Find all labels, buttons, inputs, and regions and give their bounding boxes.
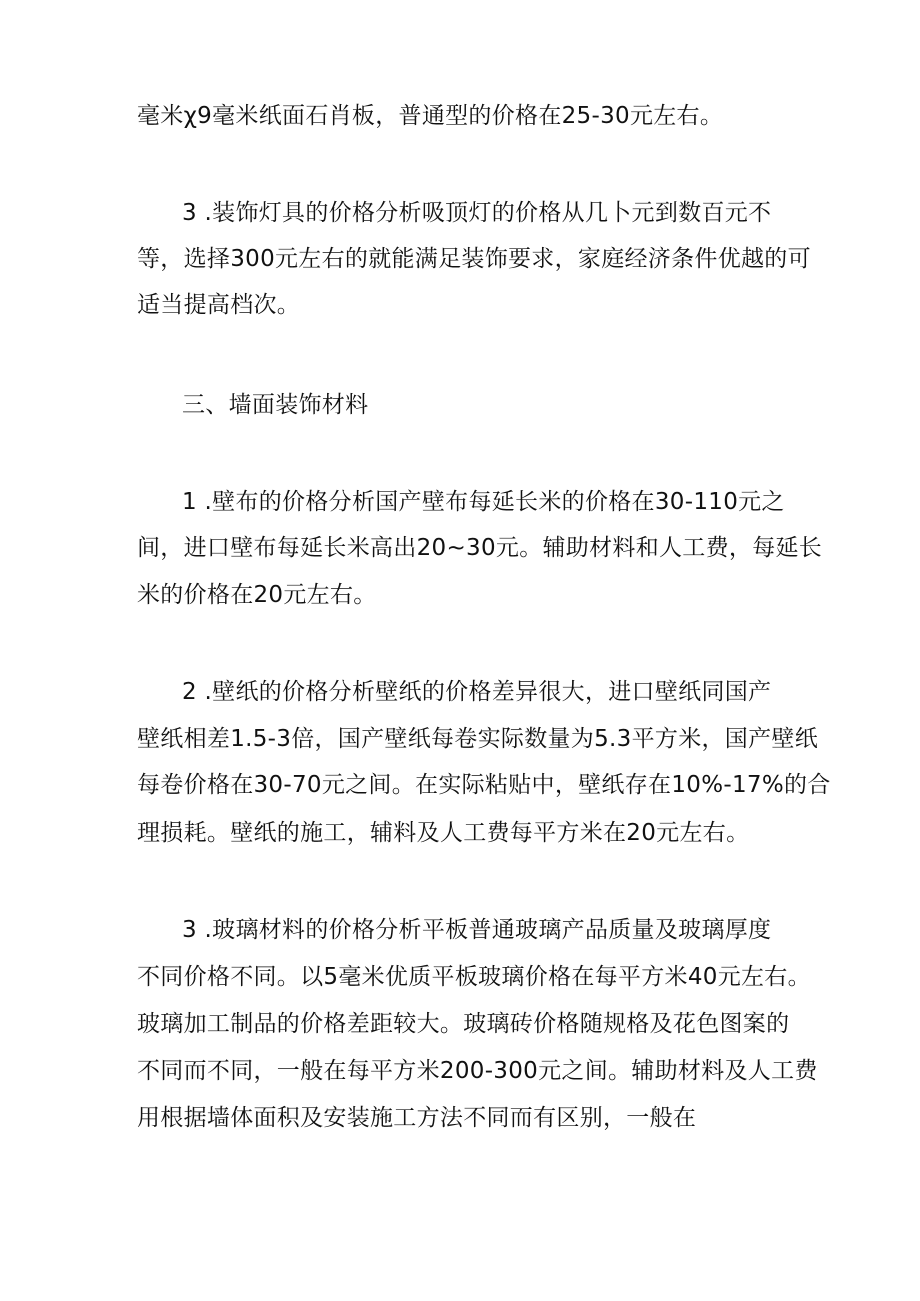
paragraph-2-line-2: 等，选择300元左右的就能满足装饰要求，家庭经济条件优越的可 — [137, 246, 811, 272]
paragraph-5-line-1: 3 .玻璃材料的价格分析平板普通玻璃产品质量及玻璃厚度 — [182, 917, 772, 943]
paragraph-3-line-1: 1 .壁布的价格分析国产壁布每延长米的价格在30-110元之 — [182, 489, 785, 515]
paragraph-5-line-4: 不同而不同，一般在每平方米200-300元之间。辅助材料及人工费 — [137, 1058, 818, 1084]
paragraph-3-line-3: 米的价格在20元左右。 — [137, 582, 377, 608]
paragraph-5-line-3: 玻璃加工制品的价格差距较大。玻璃砖价格随规格及花色图案的 — [137, 1011, 790, 1037]
paragraph-1-line-1: 毫米χ9毫米纸面石肖板，普通型的价格在25-30元左右。 — [137, 103, 724, 129]
paragraph-4-line-4: 理损耗。壁纸的施工，辅料及人工费每平方米在20元左右。 — [137, 820, 750, 846]
paragraph-3-line-2: 间，进口壁布每延长米高出20~30元。辅助材料和人工费，每延长 — [137, 535, 823, 561]
paragraph-4-line-2: 壁纸相差1.5-3倍，国产壁纸每卷实际数量为5.3平方米，国产壁纸 — [137, 726, 818, 752]
paragraph-2-line-1: 3 .装饰灯具的价格分析吸顶灯的价格从几卜元到数百元不 — [182, 200, 772, 226]
paragraph-4-line-1: 2 .壁纸的价格分析壁纸的价格差异很大，进口壁纸同国产 — [182, 679, 772, 705]
section-heading: 三、墙面装饰材料 — [182, 392, 369, 418]
paragraph-5-line-5: 用根据墙体面积及安装施工方法不同而有区别，一般在 — [137, 1105, 697, 1131]
paragraph-4-line-3: 每卷价格在30-70元之间。在实际粘贴中，壁纸存在10%-17%的合 — [137, 772, 831, 798]
paragraph-2-line-3: 适当提高档次。 — [137, 292, 301, 318]
paragraph-5-line-2: 不同价格不同。以5毫米优质平板玻璃价格在每平方米40元左右。 — [137, 964, 811, 990]
